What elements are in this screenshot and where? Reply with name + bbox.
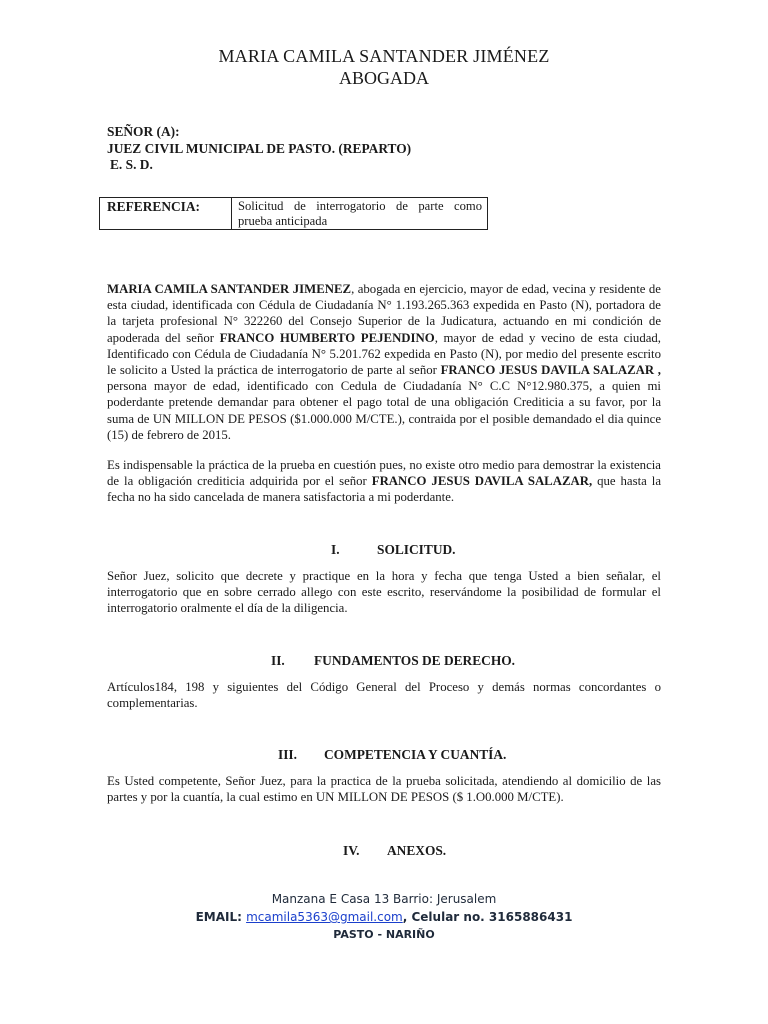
email-link[interactable]: mcamila5363@gmail.com — [246, 910, 403, 924]
author-name: MARIA CAMILA SANTANDER JIMÉNEZ — [218, 46, 550, 66]
client-name: FRANCO HUMBERTO PEJENDINO — [219, 330, 435, 345]
section-title: FUNDAMENTOS DE DERECHO. — [314, 653, 516, 668]
solicitud-paragraph: Señor Juez, solicito que decrete y practique en la hora y fecha que tenga Usted a bien señalar, el interrogatorio que en sobre cerrado allego con este escrito, reservándome la posibilidad de formular el interrogatorio oralmente el día de la diligencia. — [107, 569, 661, 616]
justification-paragraph — [107, 457, 661, 506]
reference-value: Solicitud de interrogatorio de parte como prueba anticipada — [238, 199, 482, 228]
intro-text-2: , mayor de edad y vecino de esta ciudad, Identificado con Cédula de Ciudadanía N° 5.201.762 expedida en Pasto (N), por medio del presente escrito le solicito a Usted la práctica de interrogatorio de parte al señor — [107, 330, 661, 378]
defendant-name: FRANCO JESUS DAVILA SALAZAR , — [440, 363, 662, 378]
reference-table — [99, 197, 488, 230]
addressee-judge: JUEZ CIVIL MUNICIPAL DE PASTO. (REPARTO) — [107, 140, 412, 156]
author-name-inline: MARIA CAMILA SANTANDER JIMENEZ — [107, 282, 352, 296]
email-label: EMAIL: — [195, 910, 247, 924]
intro-text-1: , abogada en ejercicio, mayor de edad, vecina y residente de esta ciudad, identificada con Cédula de Ciudadanía N° 1.193.265.363 expedida en Pasto (N), portadora de la tarjeta profesional N° 322260 del Consejo Superior de la Judicatura, actuando en mi condición de apoderada del señor — [107, 282, 661, 345]
section-number: II. — [271, 653, 285, 668]
footer-contact — [0, 910, 768, 924]
author-title: ABOGADA — [339, 68, 429, 88]
justification-text-2: que hasta la fecha no ha sido cancelada de manera satisfactoria a mi poderdante. — [107, 474, 661, 505]
footer-city: PASTO - NARIÑO — [333, 928, 435, 941]
addressee-salutation: SEÑOR (A): — [107, 124, 180, 139]
section-number: IV. — [343, 843, 360, 858]
reference-label: REFERENCIA: — [100, 198, 232, 229]
intro-text-3: persona mayor de edad, identificado con Cedula de Ciudadanía N° C.C N°12.980.375, a quien mi poderdante pretende demandar para obtener el pago total de una obligación Crediticia a su favor, por la suma de UN MILLON DE PESOS ($1.000.000 M/CTE.), contraida por el posible demandado el dia quince (15) de febrero de 2015. — [107, 379, 661, 442]
intro-paragraph — [107, 281, 661, 443]
addressee-block — [107, 124, 411, 174]
section-title: ANEXOS. — [387, 843, 447, 858]
footer-address: Manzana E Casa 13 Barrio: Jerusalem — [271, 892, 497, 906]
addressee-esd: E. S. D. — [110, 157, 153, 172]
competencia-paragraph: Es Usted competente, Señor Juez, para la practica de la prueba solicitada, atendiendo al domicilio de las partes y por la cuantía, la cual estimo en UN MILLON DE PESOS ($ 1.O0.000 M/CTE). — [107, 774, 661, 805]
section-number: I. — [331, 542, 340, 557]
section-title: COMPETENCIA Y CUANTÍA. — [324, 747, 507, 762]
section-title: SOLICITUD. — [377, 542, 456, 557]
justification-text-1: Es indispensable la práctica de la prueba en cuestión pues, no existe otro medio para demostrar la existencia de la obligación crediticia adquirida por el señor — [107, 458, 661, 489]
section-number: III. — [278, 747, 297, 762]
phone-text: , Celular no. 3165886431 — [402, 910, 573, 924]
defendant-name-2: FRANCO JESUS DAVILA SALAZAR, — [371, 474, 593, 489]
fundamentos-paragraph: Artículos184, 198 y siguientes del Código General del Proceso y demás normas concordantes o complementarias. — [107, 680, 661, 711]
